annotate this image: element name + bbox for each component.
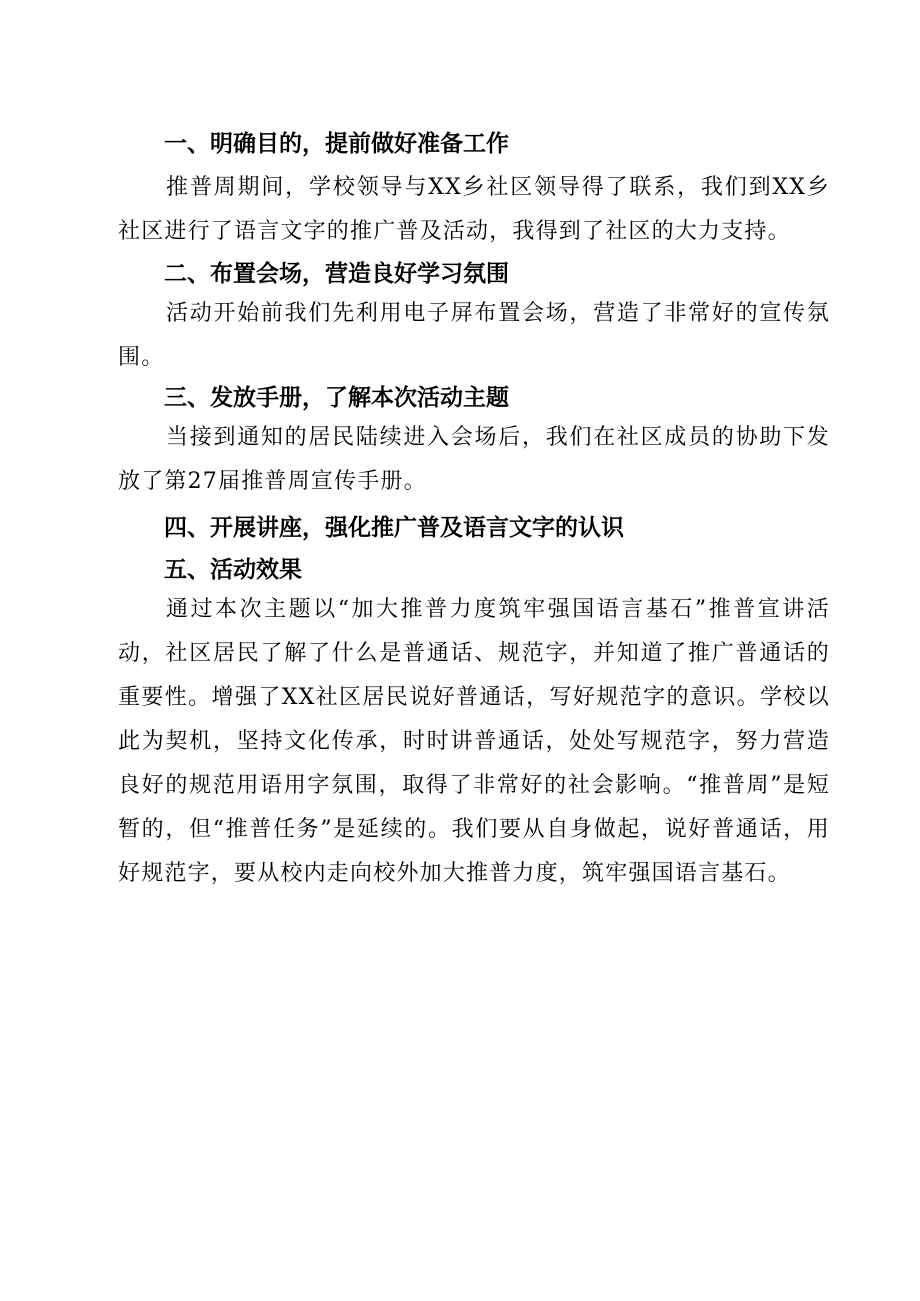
- section-heading-5: 五、活动效果: [164, 557, 302, 583]
- section-paragraph-5: 通过本次主题以“加大推普力度筑牢强国语言基石”推普宣讲活动，社区居民了解了什么是普通话、规范字，并知道了推广普通话的重要性。增强了XX社区居民说好普通话，写好规范字的意识。学校以此为契机，坚持文化传承，时时讲普通话，处处写规范字，努力营造良好的规范用语用字氛围，取得了非常好的社会影响。“推普周”是短暂的，但“推普任务”是延续的。我们要从自身做起，说好普通话，用好规范字，要从校内走向校外加大推普力度，筑牢强国语言基石。: [118, 597, 830, 886]
- section-paragraph-2: 活动开始前我们先利用电子屏布置会场，营造了非常好的宣传氛围。: [118, 301, 830, 370]
- section-heading-1: 一、明确目的，提前做好准备工作: [164, 131, 509, 157]
- section-heading-2: 二、布置会场，营造良好学习氛围: [164, 261, 509, 287]
- section-heading-4: 四、开展讲座，强化推广普及语言文字的认识: [164, 515, 624, 541]
- section-paragraph-3: 当接到通知的居民陆续进入会场后，我们在社区成员的协助下发放了第27届推普周宣传手册。: [118, 425, 830, 494]
- section-paragraph-1: 推普周期间，学校领导与XX乡社区领导得了联系，我们到XX乡社区进行了语言文字的推广普及活动，我得到了社区的大力支持。: [118, 175, 830, 244]
- section-heading-3: 三、发放手册，了解本次活动主题: [164, 385, 509, 411]
- document-body: [118, 122, 830, 896]
